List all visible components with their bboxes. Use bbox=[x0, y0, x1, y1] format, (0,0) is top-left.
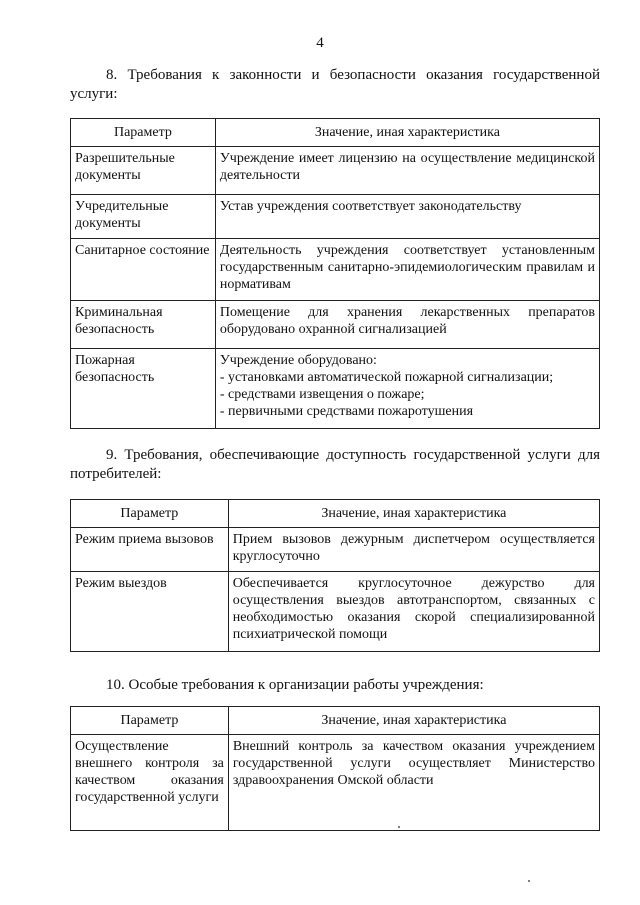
page-number: 4 bbox=[316, 35, 324, 51]
column-header-parameter: Параметр bbox=[71, 119, 216, 147]
param-cell: Пожарная безопасность bbox=[71, 349, 216, 429]
value-cell: Устав учреждения соответствует законодательству bbox=[215, 195, 599, 239]
param-cell: Режим приема вызовов bbox=[71, 528, 229, 572]
value-cell bbox=[215, 349, 599, 429]
value-cell: Помещение для хранения лекарственных препаратов оборудовано охранной сигнализацией bbox=[215, 301, 599, 349]
column-header-value: Значение, иная характеристика bbox=[228, 500, 599, 528]
section-9-table bbox=[70, 499, 600, 652]
value-cell: Деятельность учреждения соответствует установленным государственным санитарно-эпидемиологическим правилам и нормативам bbox=[215, 239, 599, 301]
section-8-table bbox=[70, 118, 600, 429]
column-header-parameter: Параметр bbox=[71, 707, 229, 735]
section-10-table bbox=[70, 706, 600, 831]
section-8-heading: 8. Требования к законности и безопасности оказания государственной услуги: bbox=[70, 67, 600, 102]
param-cell: Учредительные документы bbox=[71, 195, 216, 239]
scan-speck bbox=[528, 880, 530, 882]
value-cell: Внешний контроль за качеством оказания учреждением государственной услуги осуществляет Министерство здравоохранения Омской области bbox=[228, 735, 599, 831]
scan-speck bbox=[398, 826, 400, 828]
value-cell: Учреждение имеет лицензию на осуществление медицинской деятельности bbox=[215, 147, 599, 195]
param-cell: Санитарное состояние bbox=[71, 239, 216, 301]
value-line: - установками автоматической пожарной сигнализации; bbox=[219, 370, 554, 385]
section-9-heading: 9. Требования, обеспечивающие доступность государственной услуги для потребителей: bbox=[70, 447, 600, 482]
value-cell: Прием вызовов дежурным диспетчером осуществляется круглосуточно bbox=[228, 528, 599, 572]
section-10-heading: 10. Особые требования к организации работы учреждения: bbox=[106, 677, 484, 693]
value-line: - первичными средствами пожаротушения bbox=[219, 404, 474, 419]
value-line: Учреждение оборудовано: bbox=[219, 353, 377, 368]
param-cell: Осуществление внешнего контроля за качеством оказания государственной услуги bbox=[71, 735, 229, 831]
column-header-value: Значение, иная характеристика bbox=[228, 707, 599, 735]
param-cell: Разрешительные документы bbox=[71, 147, 216, 195]
column-header-value: Значение, иная характеристика bbox=[215, 119, 599, 147]
param-cell: Режим выездов bbox=[71, 572, 229, 652]
value-cell: Обеспечивается круглосуточное дежурство для осуществления выездов автотранспортом, связанных с необходимостью оказания скорой специализированной психиатрической помощи bbox=[228, 572, 599, 652]
value-line: - средствами извещения о пожаре; bbox=[219, 387, 425, 402]
column-header-parameter: Параметр bbox=[71, 500, 229, 528]
param-cell: Криминальная безопасность bbox=[71, 301, 216, 349]
